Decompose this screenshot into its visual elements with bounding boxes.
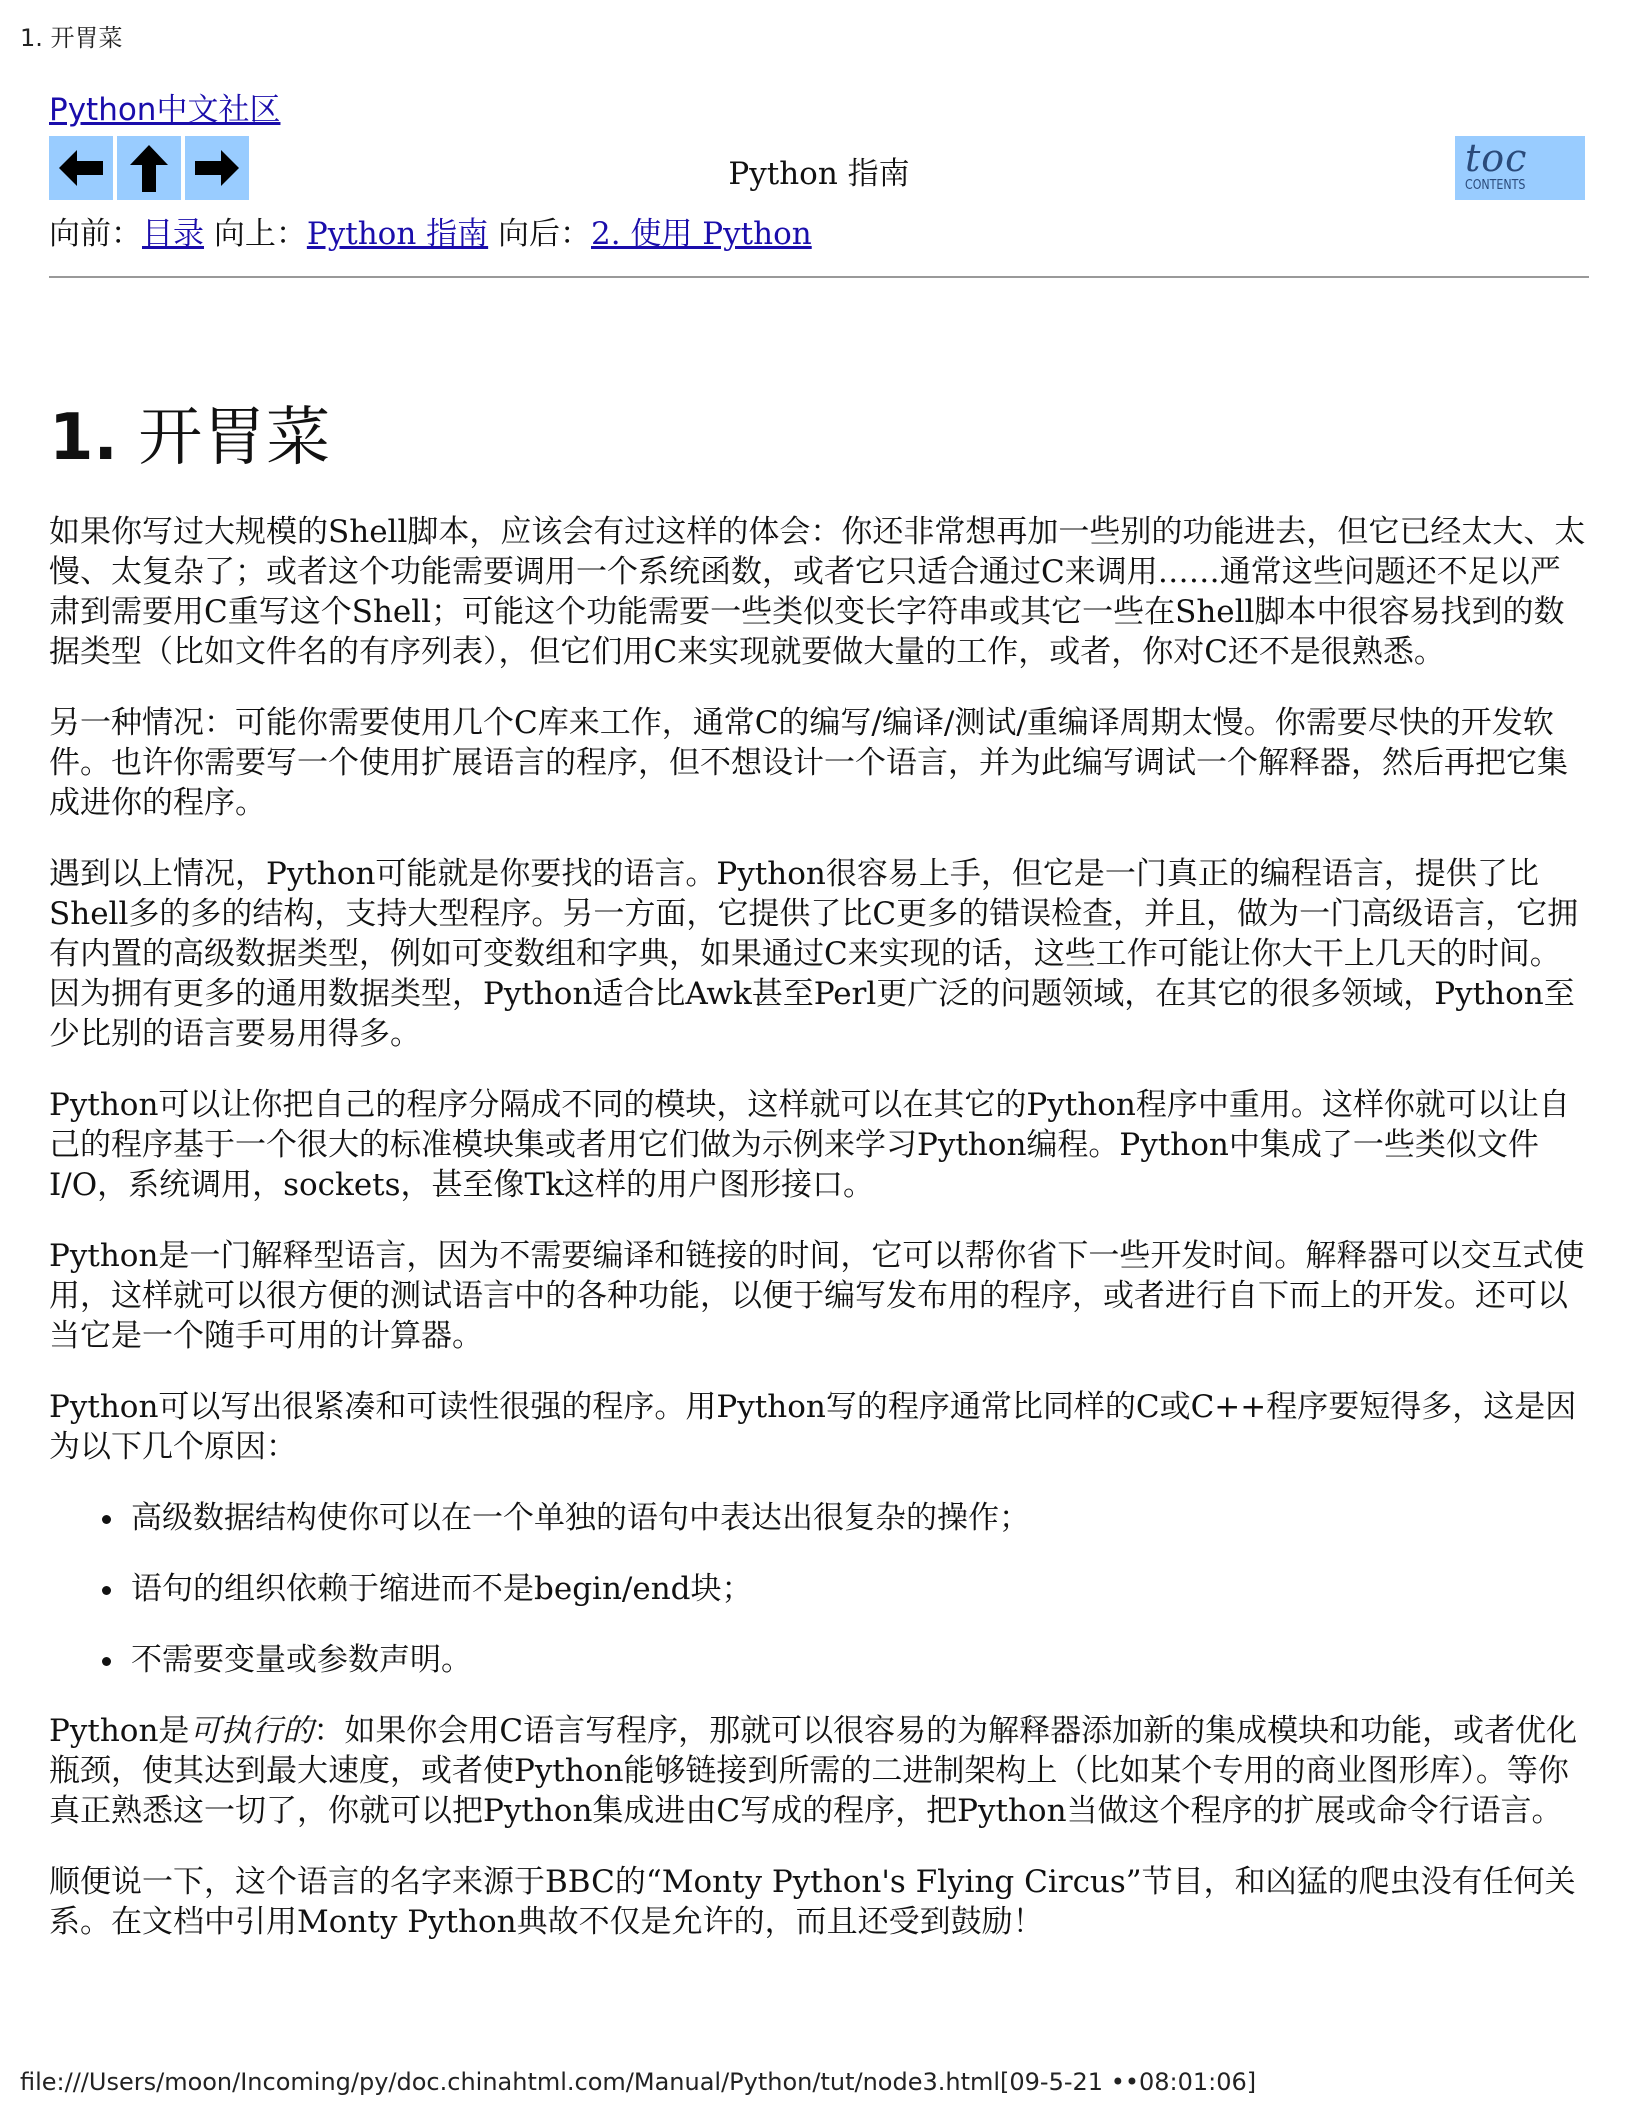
page-content <box>49 90 1589 1973</box>
right-arrow-icon[interactable] <box>185 136 249 200</box>
site-link[interactable]: Python中文社区 <box>49 92 281 128</box>
navigation-bar <box>49 132 1589 204</box>
print-footer: file:///Users/moon/Incoming/py/doc.chinahtml.com/Manual/Python/tut/node3.html[09-5-21 ••08:01:06] <box>20 2068 1257 2096</box>
toc-contents-icon[interactable] <box>1455 136 1585 200</box>
up-arrow-icon[interactable] <box>117 136 181 200</box>
breadcrumb <box>49 214 1589 254</box>
toc-sub: CONTENTS <box>1465 178 1526 193</box>
page-title <box>49 398 1589 478</box>
para-emphasis: 可执行的 <box>189 1713 314 1749</box>
nav-icon-group <box>49 136 249 200</box>
print-header: 1. 开胃菜 <box>20 24 123 52</box>
list-item: • 高级数据结构使你可以在一个单独的语句中表达出很复杂的操作； <box>127 1498 1589 1538</box>
prev-link[interactable]: 目录 <box>142 216 204 252</box>
paragraph: 如果你写过大规模的Shell脚本，应该会有过这样的体会：你还非常想再加一些别的功能进去，但它已经太大、太慢、太复杂了；或者这个功能需要调用一个系统函数，或者它只适合通过C来调用……通常这些问题还不足以严肃到需要用C重写这个Shell；可能这个功能需要一些类似变长字符串或其它一些在Shell脚本中很容易找到的数据类型（比如文件名的有序列表），但它们用C来实现就要做大量的工作，或者，你对C还不是很熟悉。 <box>49 514 1586 670</box>
chapter-number: 1. <box>49 401 118 475</box>
up-link[interactable]: Python 指南 <box>306 216 489 252</box>
paragraph: Python可以让你把自己的程序分隔成不同的模块，这样就可以在其它的Python程序中重用。这样你就可以让自己的程序基于一个很大的标准模块集或者用它们做为示例来学习Python编程。Python中集成了一些类似文件I/O，系统调用，sockets，甚至像Tk这样的用户图形接口。 <box>49 1087 1570 1203</box>
article-body <box>49 512 1589 1942</box>
chapter-title: 开胃菜 <box>138 401 331 475</box>
paragraph <box>49 1711 1589 1831</box>
list-item: • 不需要变量或参数声明。 <box>127 1640 1589 1680</box>
para-lead: Python是 <box>49 1713 190 1749</box>
separator <box>49 276 1589 278</box>
paragraph: 另一种情况：可能你需要使用几个C库来工作，通常C的编写/编译/测试/重编译周期太慢。你需要尽快的开发软件。也许你需要写一个使用扩展语言的程序，但不想设计一个语言，并为此编写调试一个解释器，然后再把它集成进你的程序。 <box>49 705 1568 821</box>
toc-word: toc <box>1465 136 1528 180</box>
paragraph: Python可以写出很紧凑和可读性很强的程序。用Python写的程序通常比同样的C或C++程序要短得多，这是因为以下几个原因： <box>49 1389 1577 1465</box>
next-label: 向后： <box>488 216 591 252</box>
up-label: 向上： <box>204 216 307 252</box>
next-link[interactable]: 2. 使用 Python <box>591 216 812 252</box>
paragraph: 遇到以上情况，Python可能就是你要找的语言。Python很容易上手，但它是一门真正的编程语言，提供了比Shell多的多的结构，支持大型程序。另一方面，它提供了比C更多的错误检查，并且，做为一门高级语言，它拥有内置的高级数据类型，例如可变数组和字典，如果通过C来实现的话，这些工作可能让你大干上几天的时间。因为拥有更多的通用数据类型，Python适合比Awk甚至Perl更广泛的问题领域，在其它的很多领域，Python至少比别的语言要易用得多。 <box>49 856 1579 1052</box>
reason-list <box>49 1498 1589 1680</box>
left-arrow-icon[interactable] <box>49 136 113 200</box>
list-item: • 语句的组织依赖于缩进而不是begin/end块； <box>127 1569 1589 1609</box>
paragraph: 顺便说一下，这个语言的名字来源于BBC的“Monty Python's Flying Circus”节目，和凶猛的爬虫没有任何关系。在文档中引用Monty Python典故不仅是允许的，而且还受到鼓励！ <box>49 1864 1576 1940</box>
para-rest: ：如果你会用C语言写程序，那就可以很容易的为解释器添加新的集成模块和功能，或者优化瓶颈，使其达到最大速度，或者使Python能够链接到所需的二进制架构上（比如某个专用的商业图形库）。等你真正熟悉这一切了，你就可以把Python集成进由C写成的程序，把Python当做这个程序的扩展或命令行语言。 <box>49 1713 1578 1829</box>
nav-title: Python 指南 <box>728 156 910 192</box>
prev-label: 向前： <box>49 216 142 252</box>
paragraph: Python是一门解释型语言，因为不需要编译和链接的时间，它可以帮你省下一些开发时间。解释器可以交互式使用，这样就可以很方便的测试语言中的各种功能，以便于编写发布用的程序，或者进行自下而上的开发。还可以当它是一个随手可用的计算器。 <box>49 1238 1585 1354</box>
